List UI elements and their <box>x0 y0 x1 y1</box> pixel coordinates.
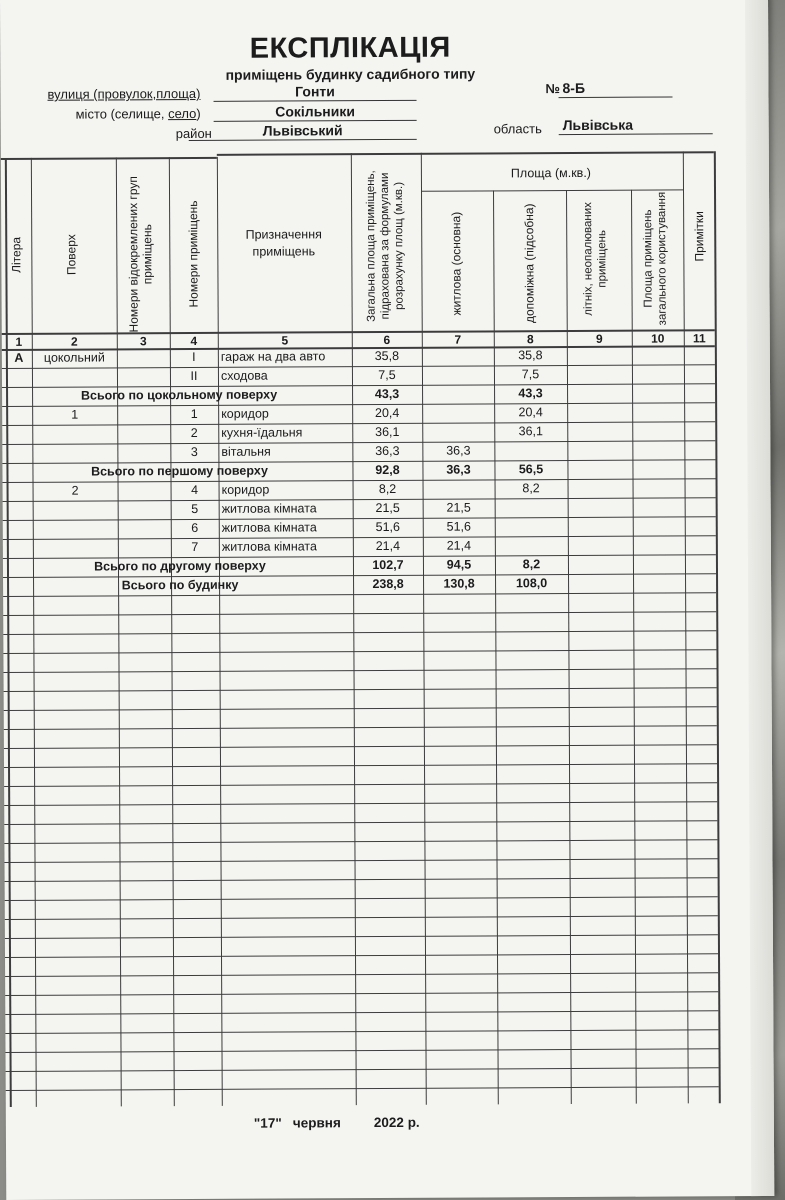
table-cell: кухня-їдальня <box>221 425 303 440</box>
table-cell: 1 <box>190 406 198 422</box>
column-number: 8 <box>526 332 534 347</box>
column-line <box>421 153 427 1105</box>
table-cell <box>422 365 494 383</box>
region-label: область <box>493 121 542 137</box>
col-header-living: житлова (основна) <box>449 211 464 316</box>
table-cell: 8,2 <box>522 481 540 496</box>
table-row-line <box>5 896 718 901</box>
table-row-line <box>4 763 717 768</box>
table-cell: 130,8 <box>443 576 475 591</box>
table-cell: 7,5 <box>521 367 540 382</box>
column-number: 1 <box>15 334 23 349</box>
table-cell <box>7 539 33 557</box>
region-value: Львівська <box>559 116 713 135</box>
table-top-border <box>1 157 217 160</box>
table-cell: Всього по другому поверху <box>94 558 266 574</box>
col-header-common: Площа приміщень загального користування <box>642 191 669 326</box>
table-cell: 2 <box>190 425 198 441</box>
table-cell <box>118 481 171 499</box>
column-number: 7 <box>454 332 462 347</box>
table-cell: 6 <box>191 520 199 536</box>
table-cell: 21,4 <box>446 538 472 553</box>
column-line <box>31 158 37 1107</box>
table-cell: 92,8 <box>375 462 400 478</box>
table-cell <box>117 443 170 461</box>
table-cell: 7,5 <box>378 367 396 383</box>
table-row-line <box>4 725 717 730</box>
col-header-groups: Номери відокремлених груп приміщень <box>125 176 155 333</box>
table-cell: 51,6 <box>375 519 400 535</box>
table-cell <box>117 348 170 366</box>
table-row-line <box>5 1029 718 1034</box>
table-cell: 1 <box>71 407 79 422</box>
column-line <box>351 153 357 1105</box>
table-cell: Всього по першому поверху <box>91 463 268 479</box>
table-cell <box>495 498 568 516</box>
table-cell: гараж на два авто <box>220 349 326 364</box>
table-cell <box>117 405 170 423</box>
column-line <box>631 190 637 1104</box>
document-title: ЕКСПЛІКАЦІЯ <box>249 31 451 65</box>
table-row-line <box>5 934 718 939</box>
table-row-line <box>5 1010 718 1015</box>
table-cell: 36,3 <box>446 462 471 477</box>
table-cell: 94,5 <box>446 557 472 572</box>
table-cell: житлова кімната <box>221 539 317 554</box>
number-value: 8-Б <box>558 79 672 98</box>
table-cell: 43,3 <box>374 386 400 402</box>
table-cell <box>33 519 118 537</box>
column-number: 5 <box>281 333 289 348</box>
column-number: 2 <box>70 334 78 349</box>
table-cell <box>6 368 32 386</box>
table-cell: вітальня <box>221 444 271 459</box>
table-row-line <box>3 649 716 654</box>
col-header-rooms: Номери приміщень <box>186 200 201 308</box>
table-cell <box>33 538 118 556</box>
table-cell: Всього по цокольному поверху <box>80 387 278 403</box>
table-cell <box>6 425 32 443</box>
date-year: 2022 р. <box>373 1114 420 1131</box>
table-cell: 7 <box>191 539 199 555</box>
table-cell <box>32 424 117 442</box>
table-cell: 20,4 <box>374 405 400 421</box>
table-cell: 36,3 <box>446 443 471 458</box>
document-subtitle: приміщень будинку садибного типу <box>225 65 476 83</box>
table-row-line <box>5 991 718 996</box>
date-day: "17" <box>253 1115 282 1131</box>
column-line <box>493 190 499 1104</box>
table-cell: 8,2 <box>378 481 397 497</box>
table-row-line <box>5 858 718 863</box>
district-label: район <box>175 125 212 142</box>
table-cell: 3 <box>190 444 198 460</box>
table-cell: II <box>190 368 198 384</box>
table-cell <box>6 444 32 462</box>
district-value: Львівський <box>189 122 417 141</box>
column-number: 10 <box>651 331 665 346</box>
table-row-line <box>4 820 717 825</box>
table-cell <box>422 422 494 440</box>
column-number: 11 <box>692 331 706 346</box>
table-row-line <box>5 972 718 977</box>
column-number: 6 <box>383 332 391 347</box>
table-row-line <box>4 687 717 692</box>
table-cell <box>117 424 170 442</box>
table-row-line <box>5 915 718 920</box>
col-header-notes: Примітки <box>692 211 707 262</box>
table-cell: 2 <box>71 483 79 498</box>
table-cell <box>32 367 117 385</box>
table-cell <box>32 443 117 461</box>
table-cell: 8,2 <box>522 557 541 572</box>
table-cell <box>422 346 494 364</box>
table-cell: I <box>192 349 196 364</box>
column-line <box>714 151 721 1103</box>
table-cell: 35,8 <box>518 348 543 363</box>
city-value: Сокільники <box>214 103 417 122</box>
table-row-line <box>4 839 717 844</box>
street-value: Гонти <box>213 83 416 102</box>
table-cell: 56,5 <box>518 462 544 477</box>
table-cell <box>495 517 568 535</box>
table-row-line <box>4 706 717 711</box>
table-cell <box>494 441 567 459</box>
col-header-area-group: Площа (м.кв.) <box>510 165 591 181</box>
table-cell: 5 <box>191 501 199 517</box>
column-line <box>217 157 223 1106</box>
table-cell: 36,3 <box>375 443 400 459</box>
column-line <box>683 151 689 1103</box>
table-cell: житлова кімната <box>221 520 317 535</box>
table-cell: 36,1 <box>518 424 543 439</box>
table-row-line <box>4 744 717 749</box>
col-header-aux: допоміжна (підсобна) <box>522 203 537 324</box>
table-cell: сходова <box>220 368 268 383</box>
table-cell <box>117 367 170 385</box>
col-header-summer: літніх, неопалюваних приміщень <box>582 202 609 316</box>
table-cell <box>7 501 33 519</box>
table-cell <box>118 500 171 518</box>
col-header-floor: Поверх <box>64 234 79 276</box>
column-number: 4 <box>190 333 198 349</box>
table-cell <box>422 403 494 421</box>
table-cell: 43,3 <box>518 386 543 401</box>
date-month: червня <box>292 1115 341 1131</box>
col-header-litera: Літера <box>9 236 24 273</box>
table-cell: житлова кімната <box>221 501 317 516</box>
table-cell: 4 <box>191 482 199 498</box>
table-row-line <box>5 877 718 882</box>
table-cell: 20,4 <box>518 405 543 420</box>
table-cell <box>495 536 568 554</box>
table-cell: 36,1 <box>375 424 400 440</box>
col-header-total-area: Загальна площа приміщень, підрахована за формулами розрахунку площ (м.кв.) <box>364 170 406 322</box>
column-number: 9 <box>595 331 603 346</box>
table-cell: 51,6 <box>446 519 471 534</box>
city-label: місто (селище, село) <box>75 105 201 122</box>
table-cell: 238,8 <box>372 576 404 592</box>
table-cell: 35,8 <box>374 348 400 364</box>
table-cell <box>423 479 495 497</box>
table-cell <box>6 406 32 424</box>
table-cell <box>118 519 171 537</box>
table-cell <box>118 538 171 556</box>
table-row-line <box>4 668 717 673</box>
table-top-border <box>217 151 714 156</box>
table-row-line <box>5 953 718 958</box>
table-cell: 21,4 <box>375 538 401 554</box>
table-cell: Всього по будинку <box>121 577 239 593</box>
table-cell <box>33 500 118 518</box>
table-cell: коридор <box>221 406 269 421</box>
table-cell <box>7 482 33 500</box>
street-label: вулиця (провулок,площа) <box>47 85 201 102</box>
table-row-line <box>4 782 717 787</box>
table-cell: коридор <box>221 482 270 497</box>
column-number: 3 <box>139 334 147 349</box>
table-row-line <box>6 1048 719 1053</box>
table-row-line <box>3 611 716 616</box>
table-cell: 21,5 <box>375 500 400 516</box>
table-row-line <box>3 630 716 635</box>
column-line <box>566 190 572 1104</box>
col-header-purpose: Призначення приміщень <box>245 227 322 259</box>
column-line <box>116 157 122 1106</box>
table-row-line <box>4 801 717 806</box>
table-cell: 108,0 <box>515 576 548 591</box>
table-cell: 102,7 <box>372 557 404 573</box>
table-cell: А <box>14 350 24 365</box>
column-line <box>169 157 175 1106</box>
table-cell <box>422 384 494 402</box>
table-cell: цокольний <box>43 350 105 365</box>
table-cell: 21,5 <box>446 500 471 515</box>
table-row-line <box>6 1067 719 1072</box>
number-label: № <box>545 81 561 97</box>
table-cell <box>7 520 33 538</box>
table-row-line <box>6 1086 719 1091</box>
